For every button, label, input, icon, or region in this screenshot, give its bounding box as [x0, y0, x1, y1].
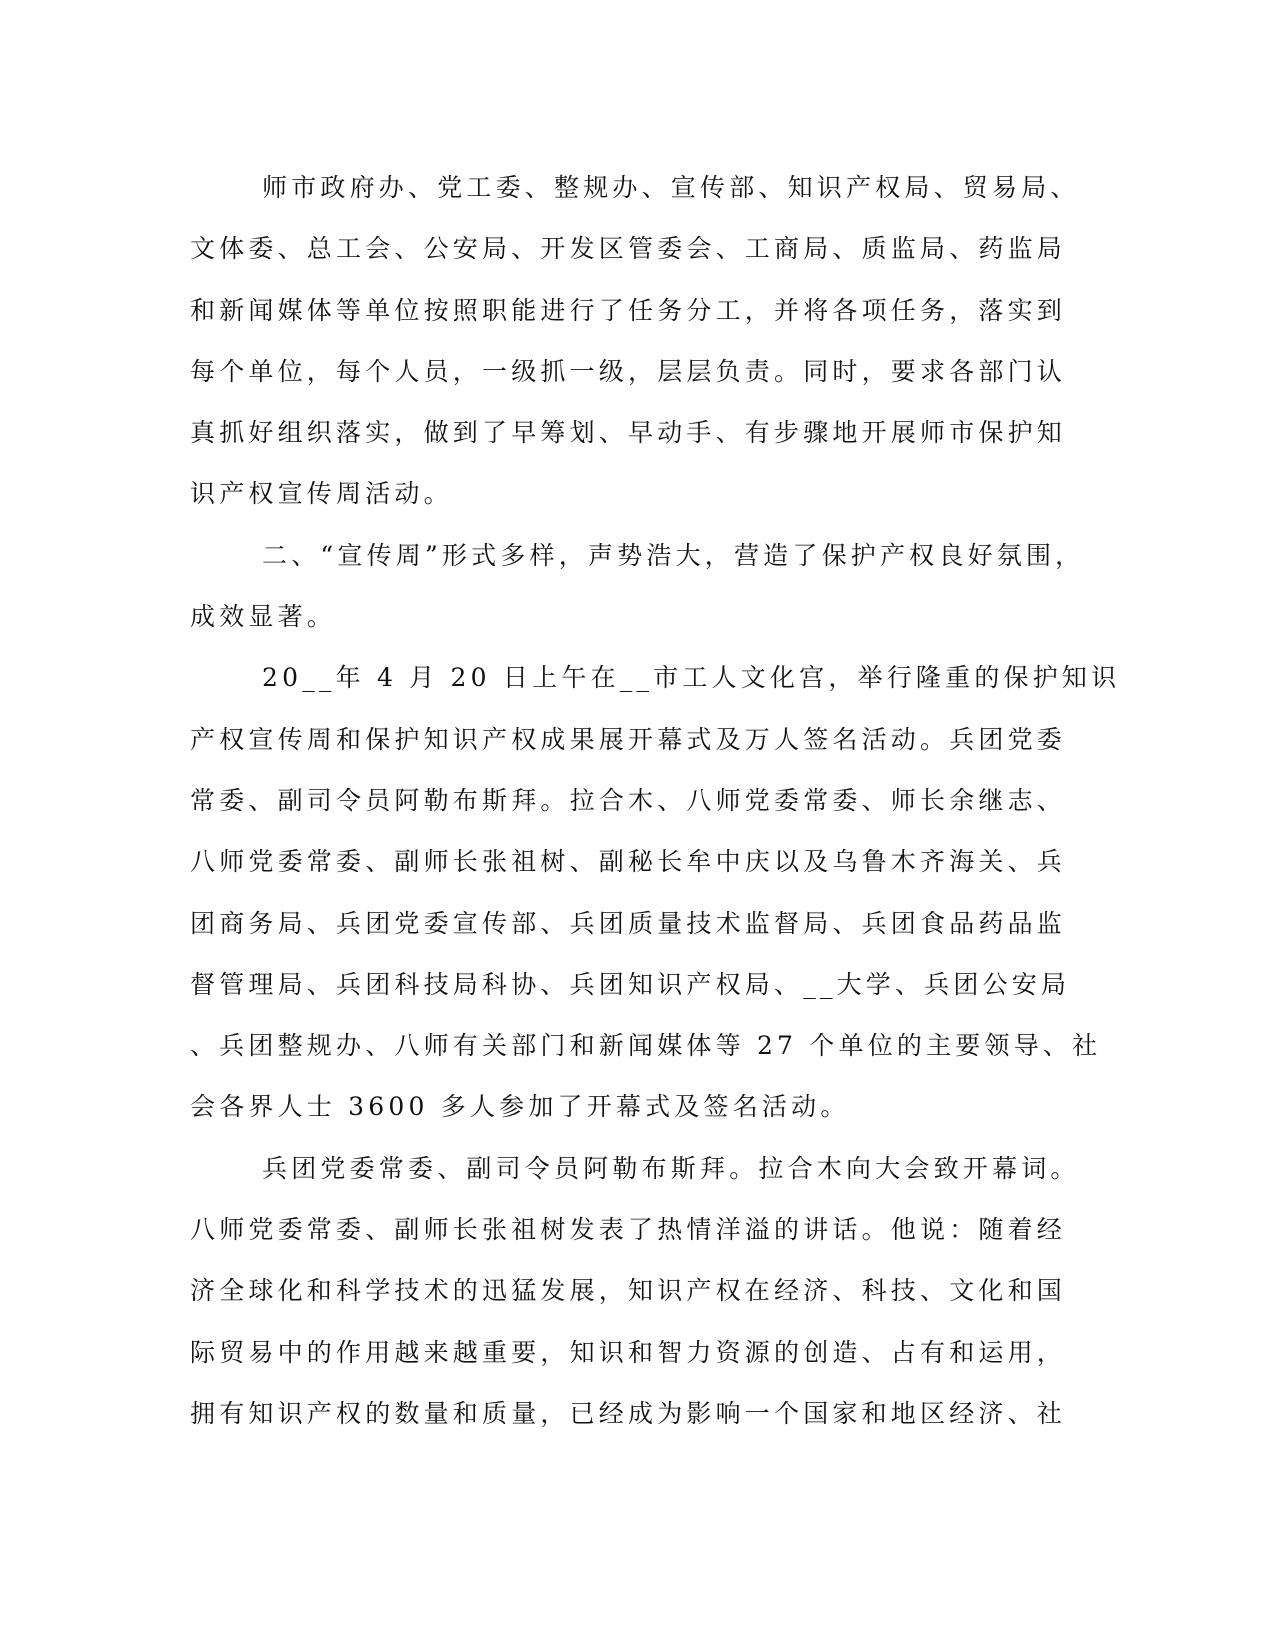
text-line: 兵团党委常委、副司令员阿勒布斯拜。拉合木向大会致开幕词。: [262, 1153, 1080, 1183]
text-line: 会各界人士 3600 多人参加了开幕式及签名活动。: [190, 1092, 850, 1122]
text-line: 识产权宣传周活动。: [190, 479, 453, 509]
section-heading-line: 成效显著。: [190, 602, 337, 632]
text-line: 八师党委常委、副师长张祖树发表了热情洋溢的讲话。他说：随着经: [190, 1215, 1067, 1245]
document-body: [190, 157, 1121, 1444]
text-line: 督管理局、兵团科技局科协、兵团知识产权局、__大学、兵团公安局: [190, 969, 1071, 999]
text-line: 拥有知识产权的数量和质量，已经成为影响一个国家和地区经济、社: [190, 1398, 1067, 1428]
text-line: 文体委、总工会、公安局、开发区管委会、工商局、质监局、药监局: [190, 234, 1067, 264]
text-line: 团商务局、兵团党委宣传部、兵团质量技术监督局、兵团食品药品监: [190, 908, 1067, 938]
text-line: 济全球化和科学技术的迅猛发展，知识产权在经济、科技、文化和国: [190, 1276, 1067, 1306]
text-line: 每个单位，每个人员，一级抓一级，层层负责。同时，要求各部门认: [190, 356, 1067, 386]
text-line: 师市政府办、党工委、整规办、宣传部、知识产权局、贸易局、: [262, 173, 1080, 202]
text-line: 和新闻媒体等单位按照职能进行了任务分工，并将各项任务，落实到: [190, 295, 1067, 325]
text-line: 际贸易中的作用越来越重要，知识和智力资源的创造、占有和运用，: [190, 1337, 1067, 1367]
section-heading-line: 二、“宣传周”形式多样，声势浩大，营造了保护产权良好氛围，: [262, 540, 1085, 570]
text-line: 八师党委常委、副师长张祖树、副秘长牟中庆以及乌鲁木齐海关、兵: [190, 847, 1067, 877]
text-line: 、兵团整规办、八师有关部门和新闻媒体等 27 个单位的主要领导、社: [190, 1031, 1102, 1061]
text-line: 常委、副司令员阿勒布斯拜。拉合木、八师党委常委、师长余继志、: [190, 785, 1067, 815]
text-line: 20__年 4 月 20 日上午在__市工人文化宫，举行隆重的保护知识: [262, 663, 1121, 693]
text-line: 产权宣传周和保护知识产权成果展开幕式及万人签名活动。兵团党委: [190, 724, 1067, 754]
text-line: 真抓好组织落实，做到了早筹划、早动手、有步骤地开展师市保护知: [190, 418, 1067, 448]
